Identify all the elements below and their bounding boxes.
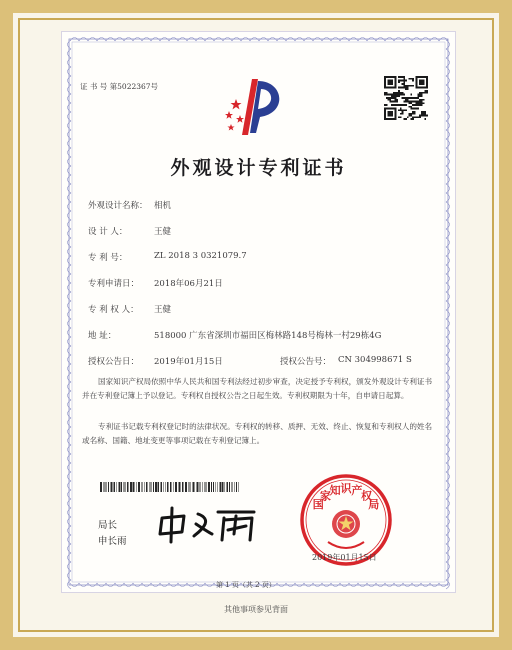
svg-text:国家知识产权局: 国家知识产权局 bbox=[312, 482, 380, 511]
qr-code-icon bbox=[384, 76, 428, 120]
director-title: 局长 bbox=[98, 520, 118, 531]
grant-number-value: CN 304998671 S bbox=[338, 355, 412, 365]
grant-date-value: 2019年01月15日 bbox=[154, 357, 223, 367]
footer-note: 其他事项参见背面 bbox=[224, 605, 288, 614]
grant-number-label: 授权公告号： bbox=[280, 357, 332, 367]
barcode-icon bbox=[100, 482, 240, 492]
filing-date-value: 2018年06月21日 bbox=[154, 279, 223, 289]
address-label: 地 址： bbox=[88, 331, 117, 341]
designer-label: 设 计 人： bbox=[88, 227, 128, 237]
director-name: 申长雨 bbox=[98, 536, 127, 547]
certificate-paragraph-2: 专利证书记载专利权登记时的法律状况。专利权的转移、质押、无效、终止、恢复和专利权人的姓名或名称、国籍、地址变更等事项记载在专利登记簿上。 bbox=[82, 422, 433, 445]
design-name-label: 外观设计名称： bbox=[88, 201, 148, 211]
certificate-title: 外观设计专利证书 bbox=[170, 157, 347, 179]
patentee-value: 王健 bbox=[154, 305, 172, 315]
patent-number-label: 专 利 号： bbox=[88, 253, 128, 263]
patentee-label: 专 利 权 人： bbox=[88, 305, 139, 315]
design-name-value: 相机 bbox=[154, 201, 172, 211]
grant-date-label: 授权公告日： bbox=[88, 357, 140, 367]
address-value: 518000 广东省深圳市福田区梅林路148号梅林一村29栋4G bbox=[154, 331, 382, 341]
certificate-number: 证 书 号 第5022367号 bbox=[80, 82, 159, 91]
designer-value: 王健 bbox=[154, 227, 172, 237]
director-signature bbox=[154, 504, 262, 544]
cnipa-logo-icon bbox=[222, 77, 296, 139]
certificate-paragraph-1: 国家知识产权局依照中华人民共和国专利法经过初步审查，决定授予专利权，颁发外观设计专利证书并在专利登记簿上予以登记。专利权自授权公告之日起生效。专利权期限为十年，自申请日起算。 bbox=[82, 377, 433, 400]
seal-date: 2019年01月15日 bbox=[312, 553, 377, 562]
page-info: 第 1 页（共 2 页） bbox=[216, 581, 276, 589]
patent-number-value: ZL 2018 3 0321079.7 bbox=[154, 251, 247, 261]
patent-certificate bbox=[62, 32, 455, 592]
filing-date-label: 专利申请日： bbox=[88, 279, 140, 289]
